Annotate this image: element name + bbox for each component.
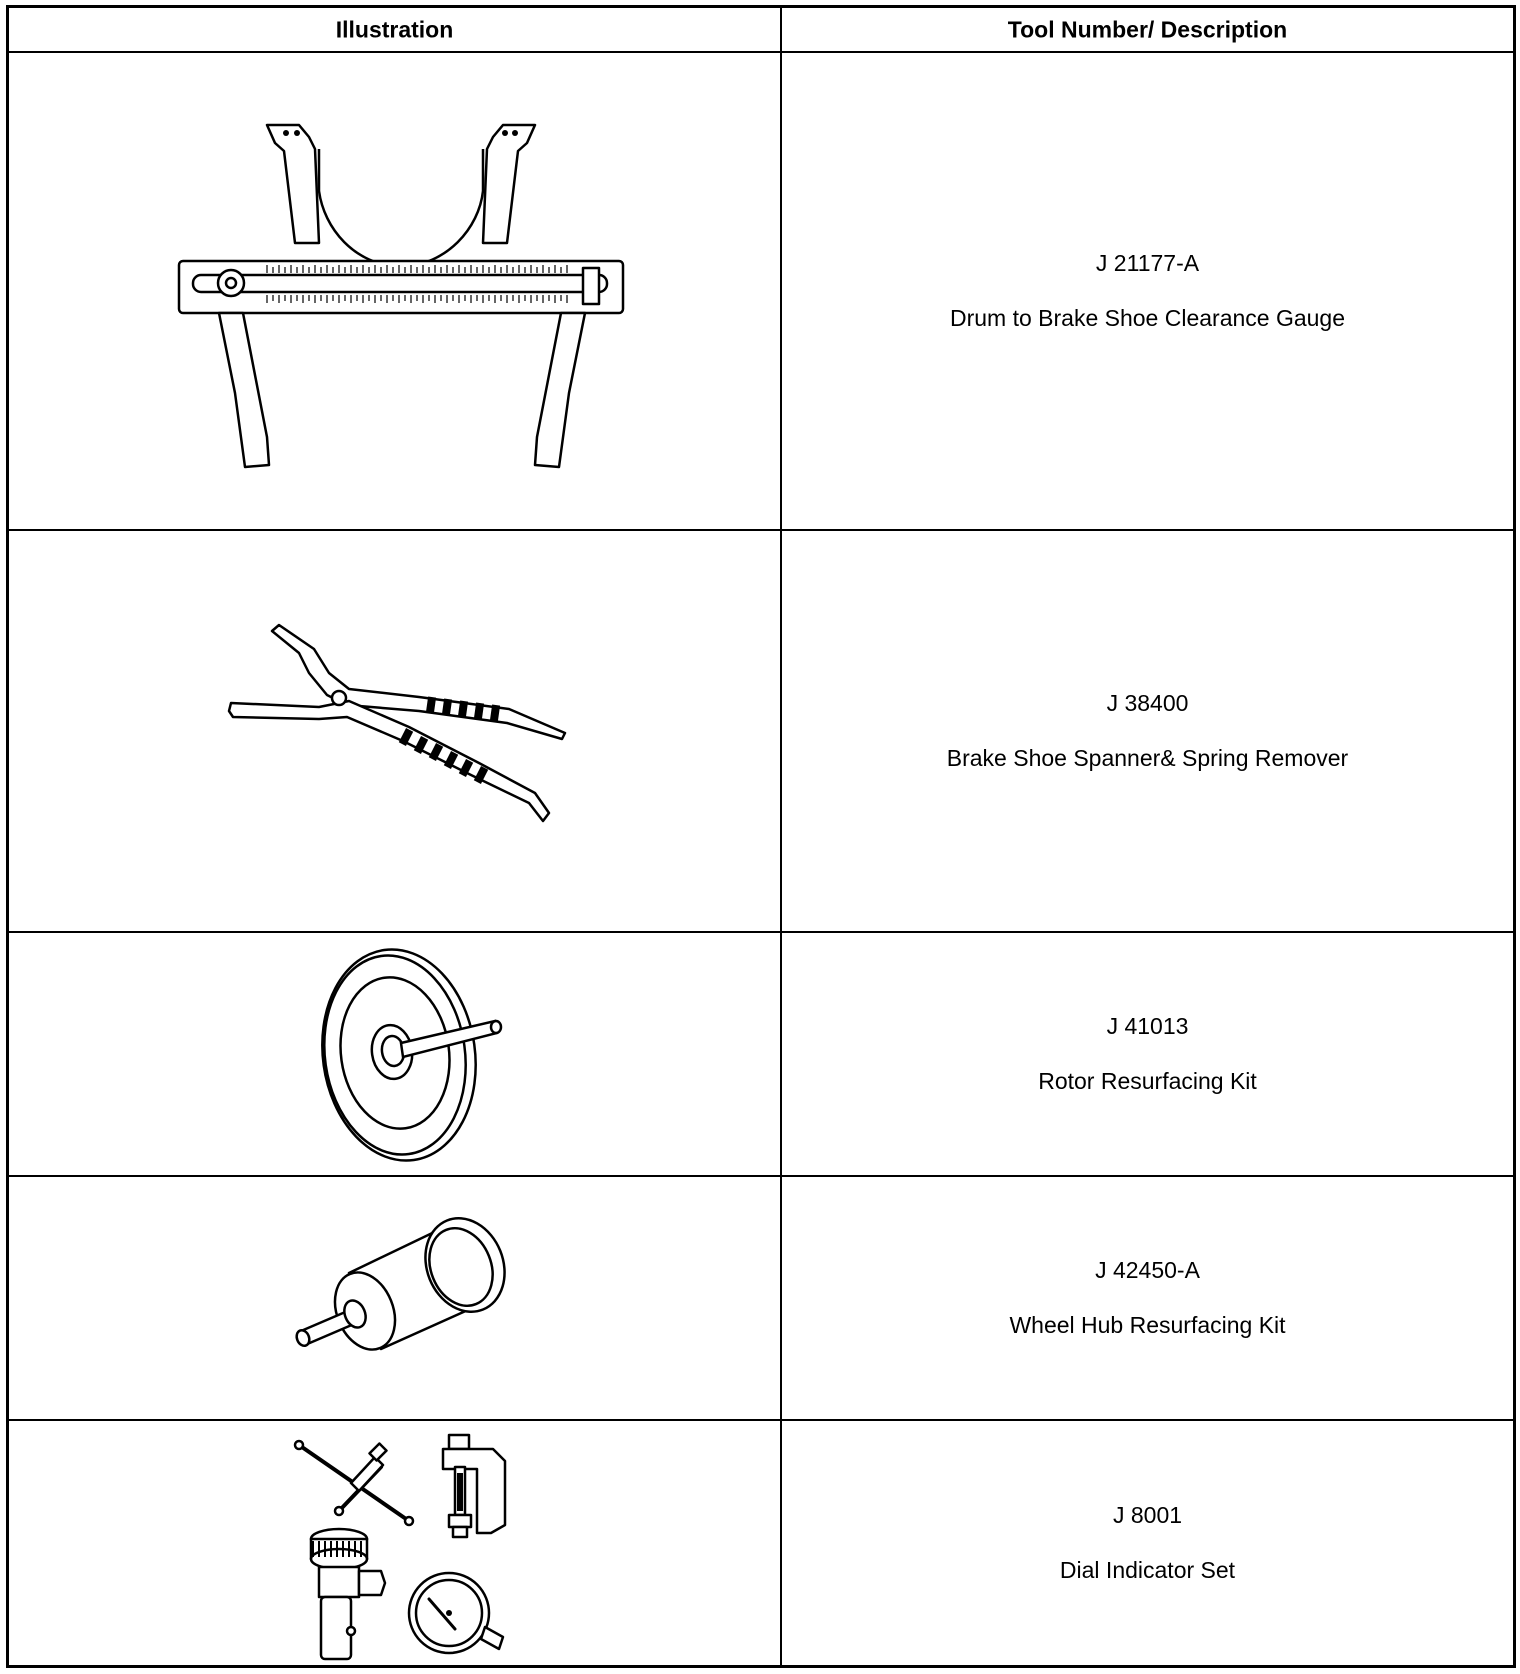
header-illustration-cell (9, 8, 782, 51)
header-illustration: Illustration (335, 16, 454, 42)
description-cell (782, 531, 1513, 931)
tool-number: J 21177-A (1095, 250, 1200, 276)
illustration-cell (9, 1421, 782, 1665)
spanner-pliers-icon (9, 531, 782, 931)
tool-description: Wheel Hub Resurfacing Kit (1009, 1312, 1286, 1338)
tool-description: Rotor Resurfacing Kit (1038, 1068, 1257, 1094)
description-cell (782, 933, 1513, 1175)
table-row (9, 53, 1513, 531)
dial-indicator-set-icon (9, 1421, 782, 1665)
table-row (9, 1421, 1513, 1665)
tool-description: Brake Shoe Spanner& Spring Remover (946, 745, 1349, 771)
tool-number: J 41013 (1106, 1013, 1189, 1039)
tool-description: Drum to Brake Shoe Clearance Gauge (949, 305, 1346, 331)
tool-number: J 8001 (1112, 1502, 1183, 1528)
header-row (9, 8, 1513, 53)
illustration-cell (9, 1177, 782, 1419)
description-cell (782, 1421, 1513, 1665)
tool-number: J 42450-A (1095, 1257, 1200, 1283)
illustration-cell (9, 531, 782, 931)
rotor-resurfacing-kit-icon (9, 933, 782, 1175)
description-cell (782, 1177, 1513, 1419)
description-cell (782, 53, 1513, 529)
illustration-cell (9, 933, 782, 1175)
header-tool-cell (782, 8, 1513, 51)
table-row (9, 1177, 1513, 1421)
tool-description: Dial Indicator Set (1059, 1557, 1236, 1583)
tool-number: J 38400 (1106, 690, 1189, 716)
table-row (9, 531, 1513, 933)
table-row (9, 933, 1513, 1177)
tools-table (6, 5, 1516, 1668)
header-tool-number-description: Tool Number/ Description (1007, 16, 1288, 42)
hub-resurfacing-kit-icon (9, 1177, 782, 1419)
illustration-cell (9, 53, 782, 529)
clearance-gauge-icon (9, 53, 782, 529)
